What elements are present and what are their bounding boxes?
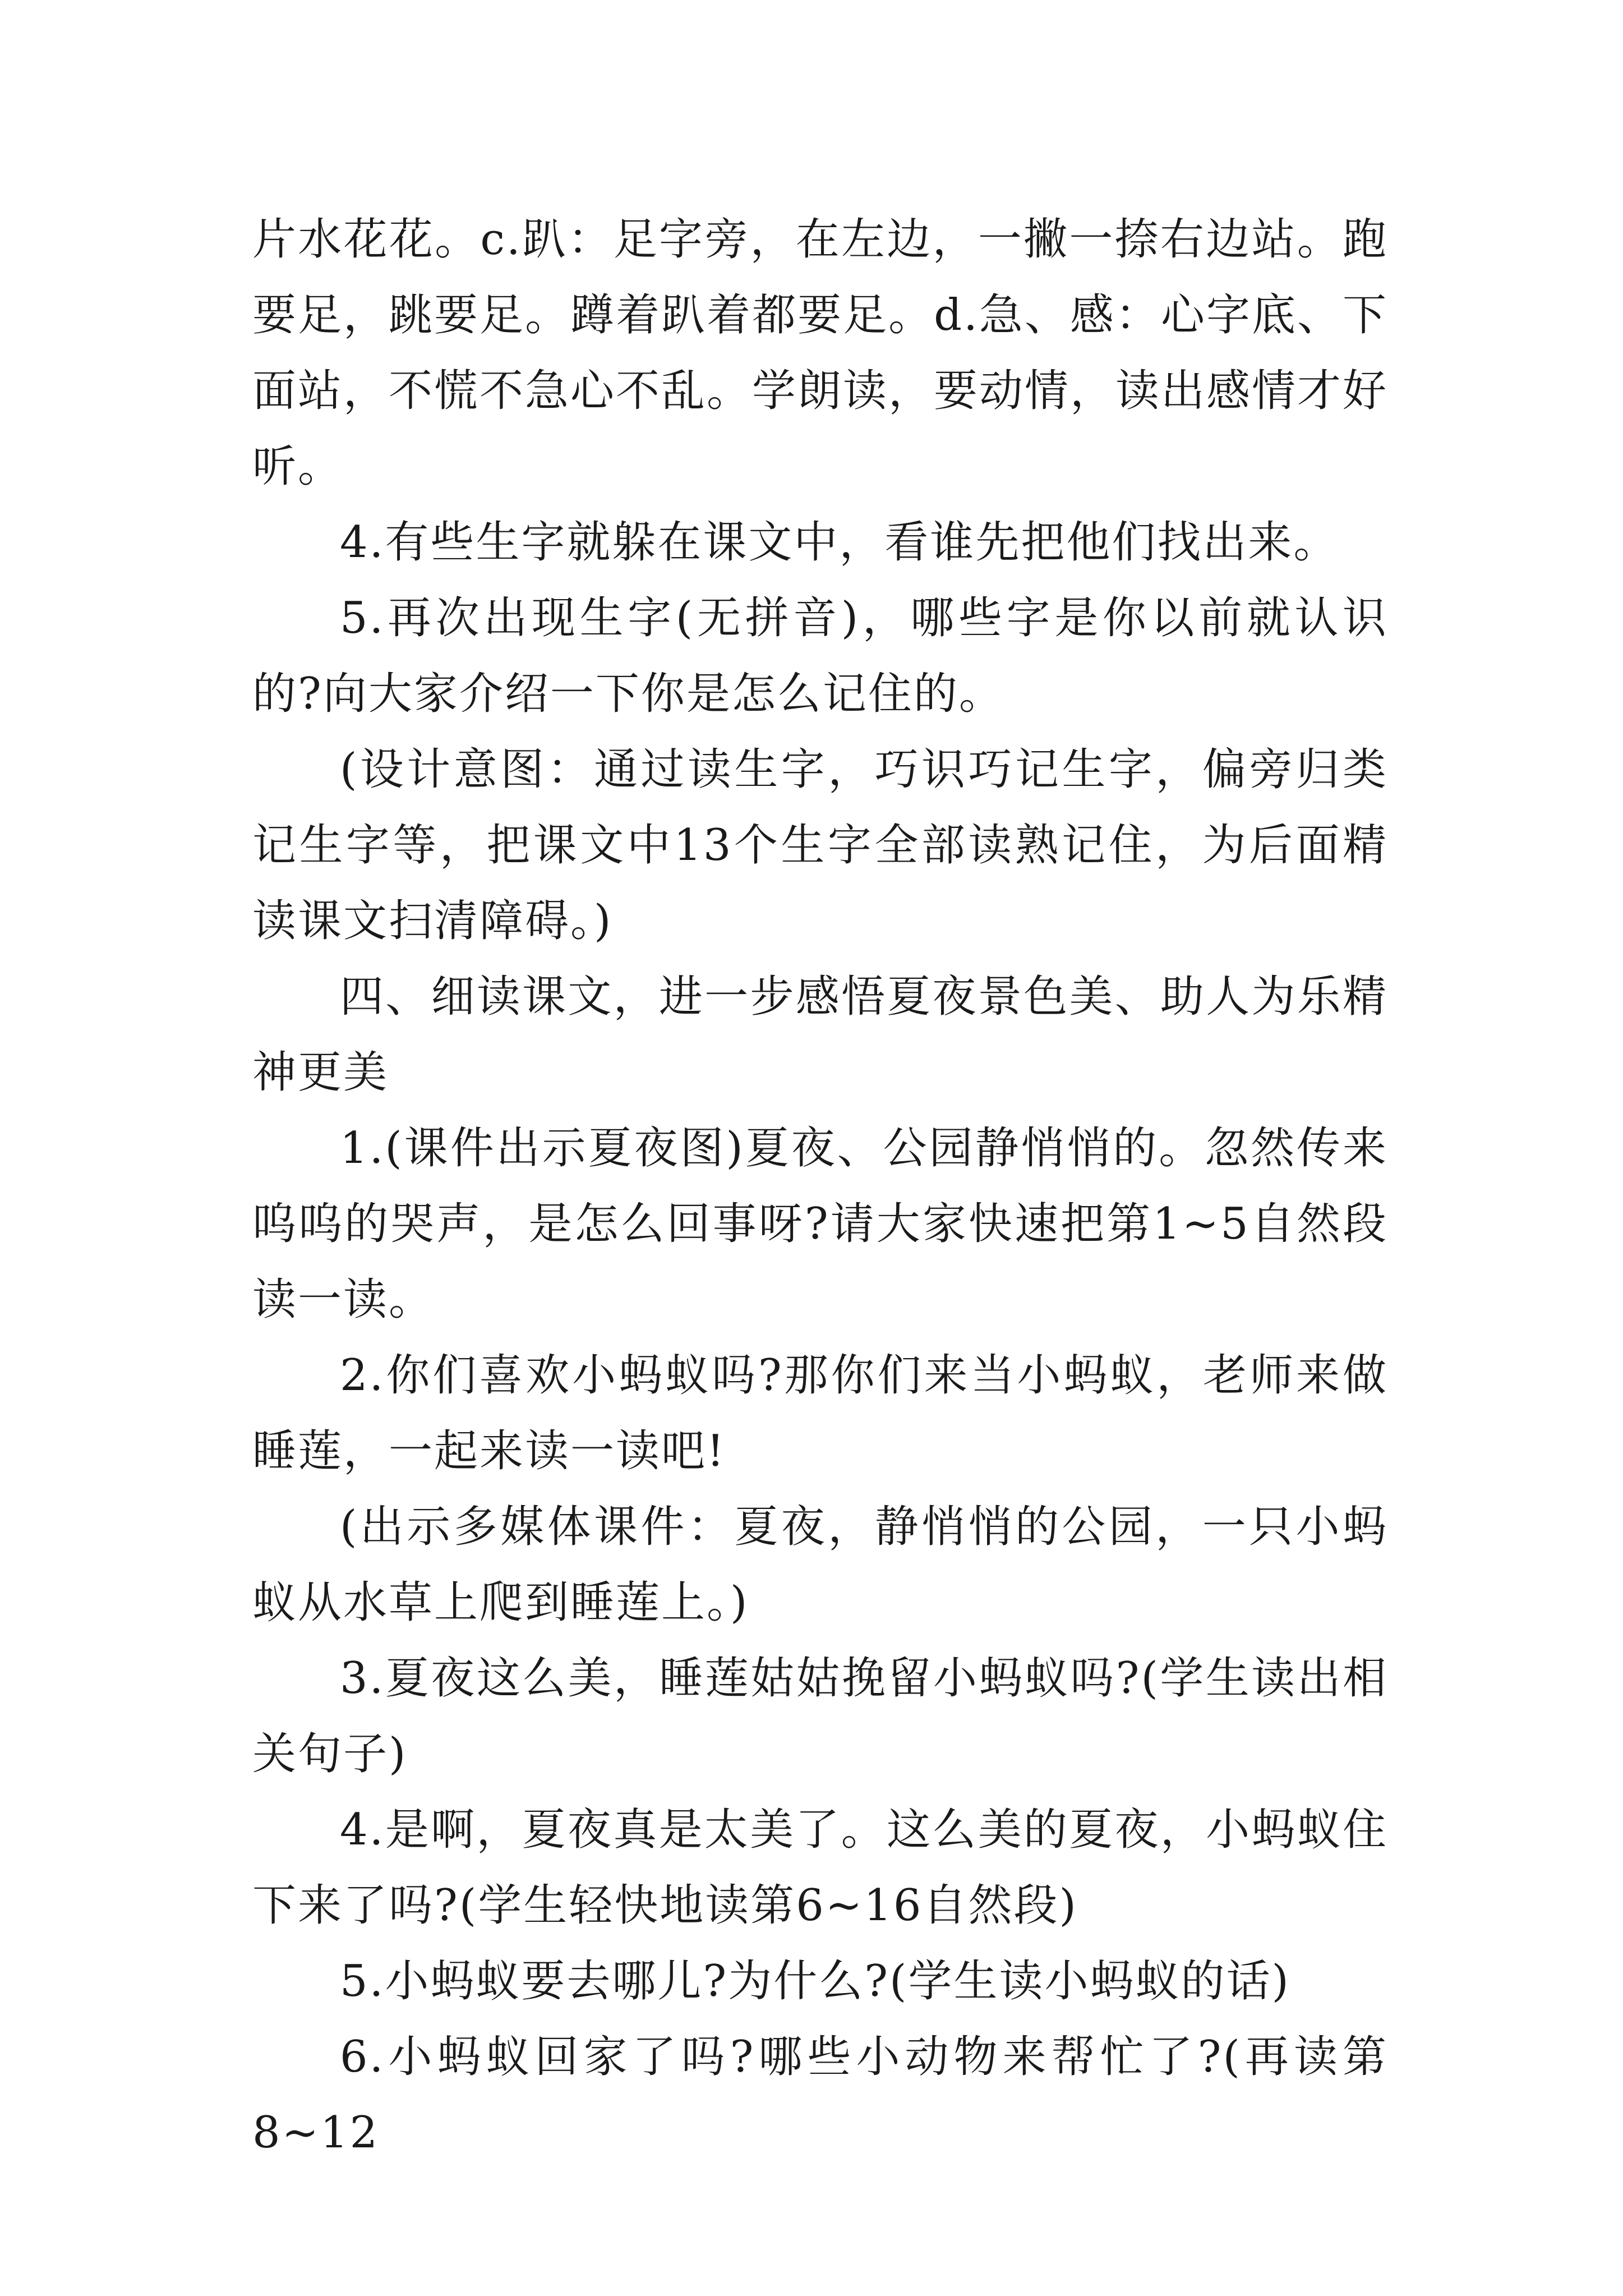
paragraph-design-intent: (设计意图：通过读生字，巧识巧记生字，偏旁归类记生字等，把课文中13个生字全部读熟记住，为后面精读课文扫清障碍。) bbox=[252, 744, 1388, 946]
paragraph-item-1: 1.(课件出示夏夜图)夏夜、公园静悄悄的。忽然传来呜呜的哭声，是怎么回事呀?请大家快速把第1~5自然段读一读。 bbox=[252, 1123, 1388, 1325]
paragraph-item-6: 6.小蚂蚁回家了吗?哪些小动物来帮忙了?(再读第8~12 bbox=[252, 2032, 1388, 2158]
paragraph-item-4: 4.是啊，夏夜真是太美了。这么美的夏夜，小蚂蚁住下来了吗?(学生轻快地读第6~16自然段) bbox=[252, 1805, 1388, 1931]
document-body bbox=[252, 202, 1388, 2171]
paragraph-step-4: 4.有些生字就躲在课文中，看谁先把他们找出来。 bbox=[340, 517, 1339, 568]
paragraph-item-3: 3.夏夜这么美，睡莲姑姑挽留小蚂蚁吗?(学生读出相关句子) bbox=[252, 1653, 1388, 1779]
paragraph-continuation: 片水花花。c.趴：足字旁，在左边，一撇一捺右边站。跑要足，跳要足。蹲着趴着都要足。d.急、感：心字底、下面站，不慌不急心不乱。学朗读，要动情，读出感情才好听。 bbox=[252, 214, 1389, 492]
paragraph-item-5: 5.小蚂蚁要去哪儿?为什么?(学生读小蚂蚁的话) bbox=[340, 1956, 1290, 2007]
section-heading-four: 四、细读课文，进一步感悟夏夜景色美、助人为乐精神更美 bbox=[252, 972, 1388, 1098]
paragraph-multimedia-note: (出示多媒体课件：夏夜，静悄悄的公园，一只小蚂蚁从水草上爬到睡莲上。) bbox=[252, 1502, 1388, 1628]
paragraph-item-2: 2.你们喜欢小蚂蚁吗?那你们来当小蚂蚁，老师来做睡莲，一起来读一读吧! bbox=[252, 1350, 1388, 1476]
paragraph-step-5: 5.再次出现生字(无拼音)，哪些字是你以前就认识的?向大家介绍一下你是怎么记住的。 bbox=[252, 593, 1388, 719]
